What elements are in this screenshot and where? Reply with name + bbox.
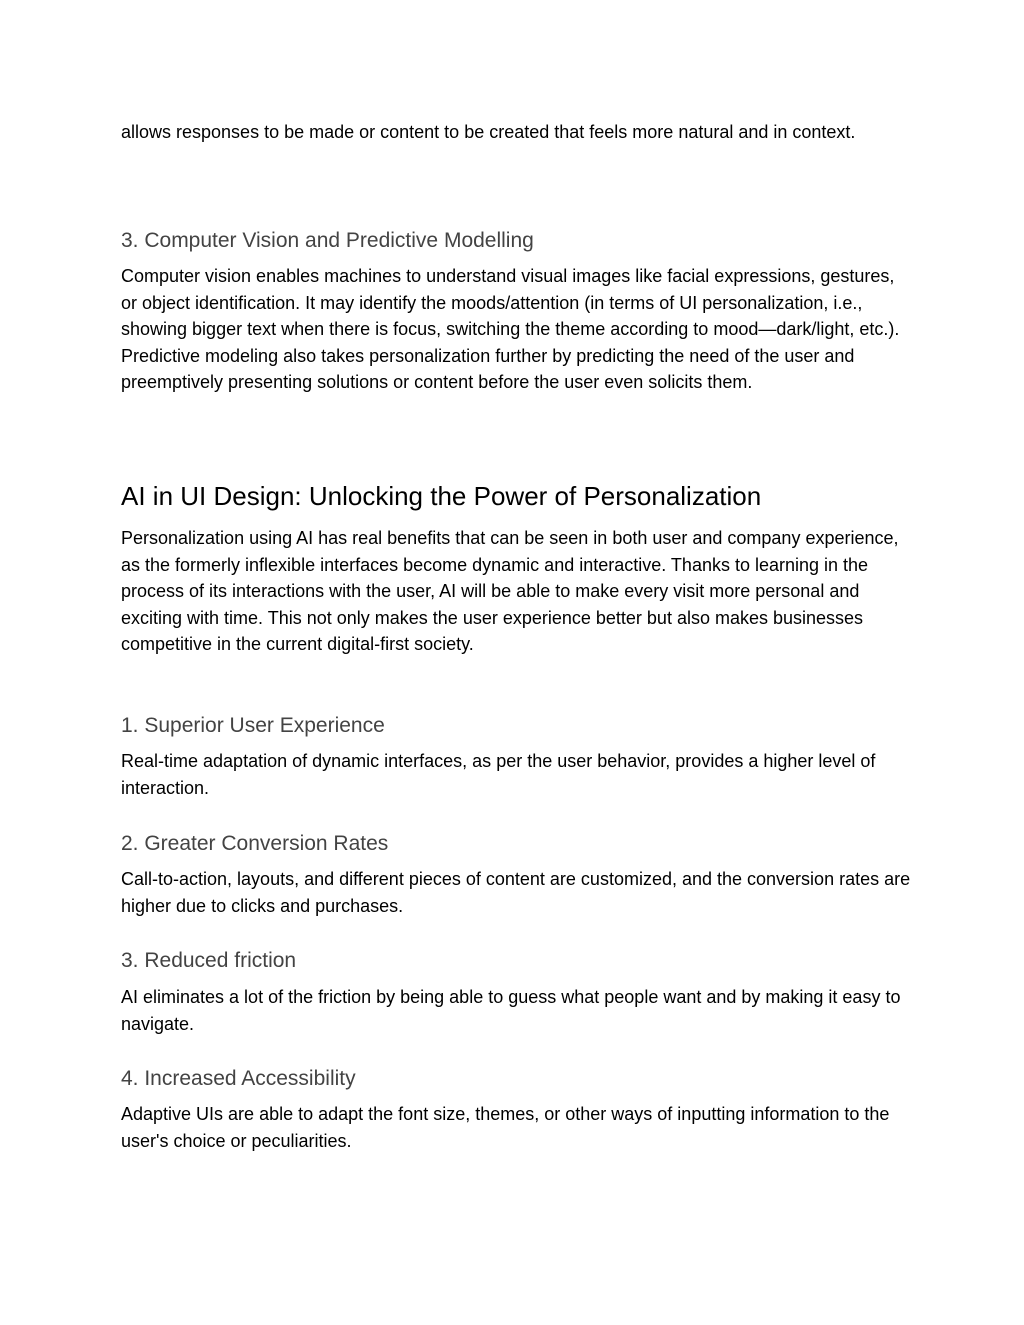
computer-vision-paragraph: Computer vision enables machines to understand visual images like facial expressions, gestures, or object identification. It may identify the moods/attention (in terms of UI personalization, i.e., showing bigger text when there is focus, switching the theme according to mood—dark/light, etc.). Predictive modeling also takes personalization further by predicting the need of the user and preemptively presenting solutions or content before the user even solicits them.	[121, 266, 900, 393]
intro-continuation-paragraph: allows responses to be made or content to be created that feels more natural and in context.	[121, 122, 856, 142]
benefit-paragraph-reduced-friction: AI eliminates a lot of the friction by being able to guess what people want and by making it easy to navigate.	[121, 987, 901, 1034]
personalization-section-heading: AI in UI Design: Unlocking the Power of Personalization	[121, 481, 762, 511]
benefit-heading-user-experience: 1. Superior User Experience	[121, 714, 385, 737]
benefit-heading-accessibility: 4. Increased Accessibility	[121, 1067, 356, 1090]
benefit-heading-reduced-friction: 3. Reduced friction	[121, 949, 297, 972]
benefit-paragraph-conversion-rates: Call-to-action, layouts, and different pieces of content are customized, and the conversion rates are higher due to clicks and purchases.	[121, 869, 911, 916]
computer-vision-heading: 3. Computer Vision and Predictive Modelling	[121, 229, 534, 252]
benefit-heading-conversion-rates: 2. Greater Conversion Rates	[121, 832, 389, 855]
benefit-paragraph-accessibility: Adaptive UIs are able to adapt the font size, themes, or other ways of inputting information to the user's choice or peculiarities.	[121, 1104, 890, 1151]
personalization-section-paragraph: Personalization using AI has real benefits that can be seen in both user and company experience, as the formerly inflexible interfaces become dynamic and interactive. Thanks to learning in the process of its interactions with the user, AI will be able to make every visit more personal and exciting with time. This not only makes the user experience better but also makes businesses competitive in the current digital-first society.	[121, 528, 899, 655]
benefit-paragraph-user-experience: Real-time adaptation of dynamic interfaces, as per the user behavior, provides a higher level of interaction.	[121, 751, 876, 798]
